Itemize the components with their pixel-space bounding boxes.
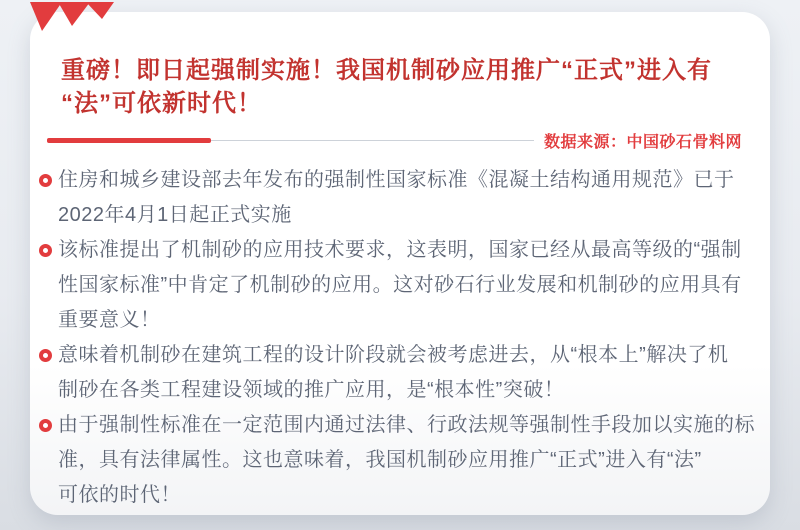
bullet-line: 制砂在各类工程建设领域的推广应用，是“根本性”突破！ [58, 379, 565, 401]
bullet-marker-icon [39, 349, 52, 362]
bullet-text [58, 338, 728, 408]
bullet-text [58, 233, 742, 338]
bullet-line: 2022年4月1日起正式实施 [58, 204, 292, 226]
red-divider-bar [47, 138, 211, 143]
list-item [39, 233, 742, 338]
list-item [39, 338, 742, 408]
bullet-line: 性国家标准”中肯定了机制砂的应用。这对砂石行业发展和机制砂的应用具有 [58, 274, 742, 296]
divider-row [47, 132, 742, 151]
bullet-marker-icon [39, 419, 52, 432]
list-item [39, 408, 755, 513]
bullet-marker-icon [39, 244, 52, 257]
data-source-label: 数据来源：中国砂石骨料网 [543, 133, 742, 151]
bullet-line: 住房和城乡建设部去年发布的强制性国家标准《混凝土结构通用规范》已于 [58, 169, 735, 191]
bullet-line: 准，具有法律属性。这也意味着，我国机制砂应用推广“正式”进入有“法” [58, 449, 702, 471]
page-title [61, 54, 742, 120]
divider-line [211, 140, 534, 141]
bullet-line: 该标准提出了机制砂的应用技术要求，这表明，国家已经从最高等级的“强制 [58, 239, 742, 261]
page-title-line-1: 重磅！即日起强制实施！我国机制砂应用推广“正式”进入有 [61, 57, 712, 84]
red-zigzag-icon [28, 2, 116, 31]
bullet-list [39, 163, 755, 513]
bullet-text [58, 163, 735, 233]
page-title-line-2: “法”可依新时代！ [61, 90, 262, 117]
bullet-line: 意味着机制砂在建筑工程的设计阶段就会被考虑进去，从“根本上”解决了机 [58, 344, 729, 366]
bullet-line: 重要意义！ [58, 309, 161, 331]
bullet-text [58, 408, 755, 513]
bullet-line: 可依的时代！ [58, 484, 181, 506]
content-card [30, 12, 770, 515]
list-item [39, 163, 742, 233]
bullet-line: 由于强制性标准在一定范围内通过法律、行政法规等强制性手段加以实施的标 [58, 414, 755, 436]
bullet-marker-icon [39, 174, 52, 187]
